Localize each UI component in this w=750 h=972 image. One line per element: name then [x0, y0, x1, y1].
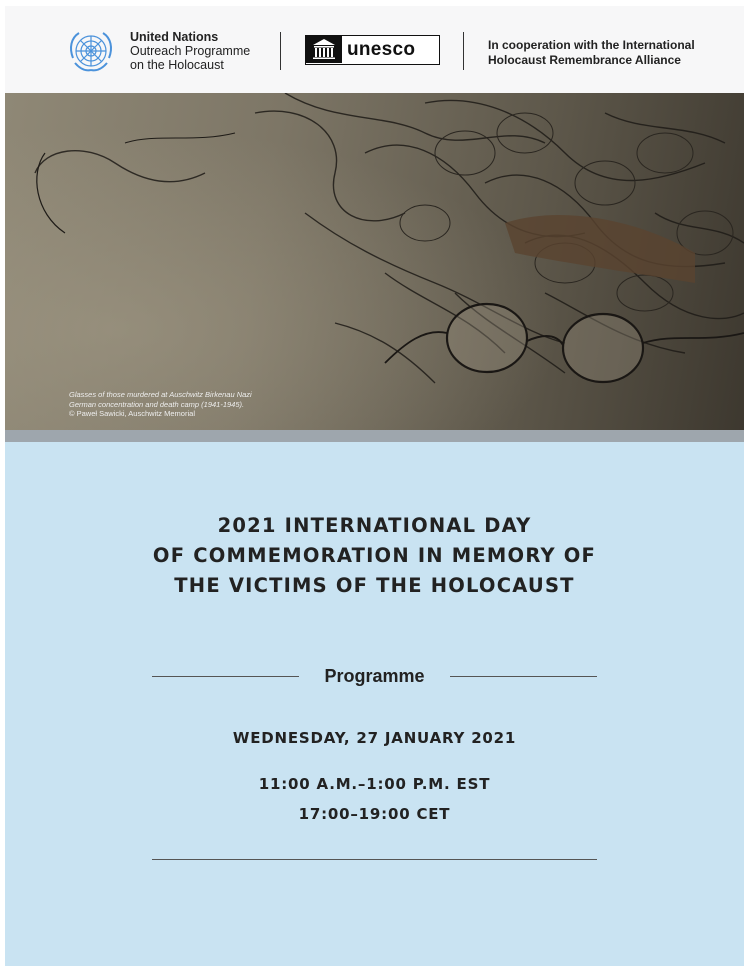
header-divider [463, 32, 464, 70]
unesco-wordmark: unesco [347, 39, 416, 60]
un-line1: United Nations [130, 30, 219, 44]
programme-label: Programme [324, 666, 425, 686]
event-time-est: 11:00 A.M.–1:00 P.M. EST [258, 775, 491, 793]
un-line2: Outreach Programme [130, 44, 251, 58]
event-time-cet: 17:00–19:00 CET [298, 805, 451, 823]
cooperation-note [488, 38, 695, 68]
eyeglasses-photo-illustration [5, 93, 744, 430]
unesco-logo [305, 35, 440, 65]
un-outreach-logo-text [130, 30, 250, 72]
cooperation-line2: Holocaust Remembrance Alliance [488, 53, 681, 67]
photo-caption [69, 390, 252, 419]
event-title [5, 511, 744, 601]
caption-credit: © Paweł Sawicki, Auschwitz Memorial [69, 409, 195, 418]
programme-heading [152, 663, 597, 689]
cooperation-line1: In cooperation with the International [488, 38, 695, 52]
title-line2: OF COMMEMORATION IN MEMORY OF [152, 544, 597, 567]
programme-rule-right [450, 676, 597, 677]
temple-icon [306, 36, 342, 63]
photo-bottom-band [5, 430, 744, 442]
event-date: WEDNESDAY, 27 JANUARY 2021 [232, 729, 517, 747]
title-line3: THE VICTIMS OF THE HOLOCAUST [174, 574, 575, 597]
caption-line2: German concentration and death camp (1941-1945). [69, 399, 245, 409]
header-divider [280, 32, 281, 70]
programme-cover [5, 6, 744, 966]
un-emblem-icon [65, 28, 117, 76]
title-line1: 2021 INTERNATIONAL DAY [217, 514, 532, 537]
un-line3: on the Holocaust [130, 58, 224, 72]
caption-line1: Glasses of those murdered at Auschwitz Birkenau Nazi [69, 390, 252, 399]
bottom-rule [152, 859, 597, 860]
cover-photo [5, 93, 744, 430]
header [5, 6, 744, 93]
